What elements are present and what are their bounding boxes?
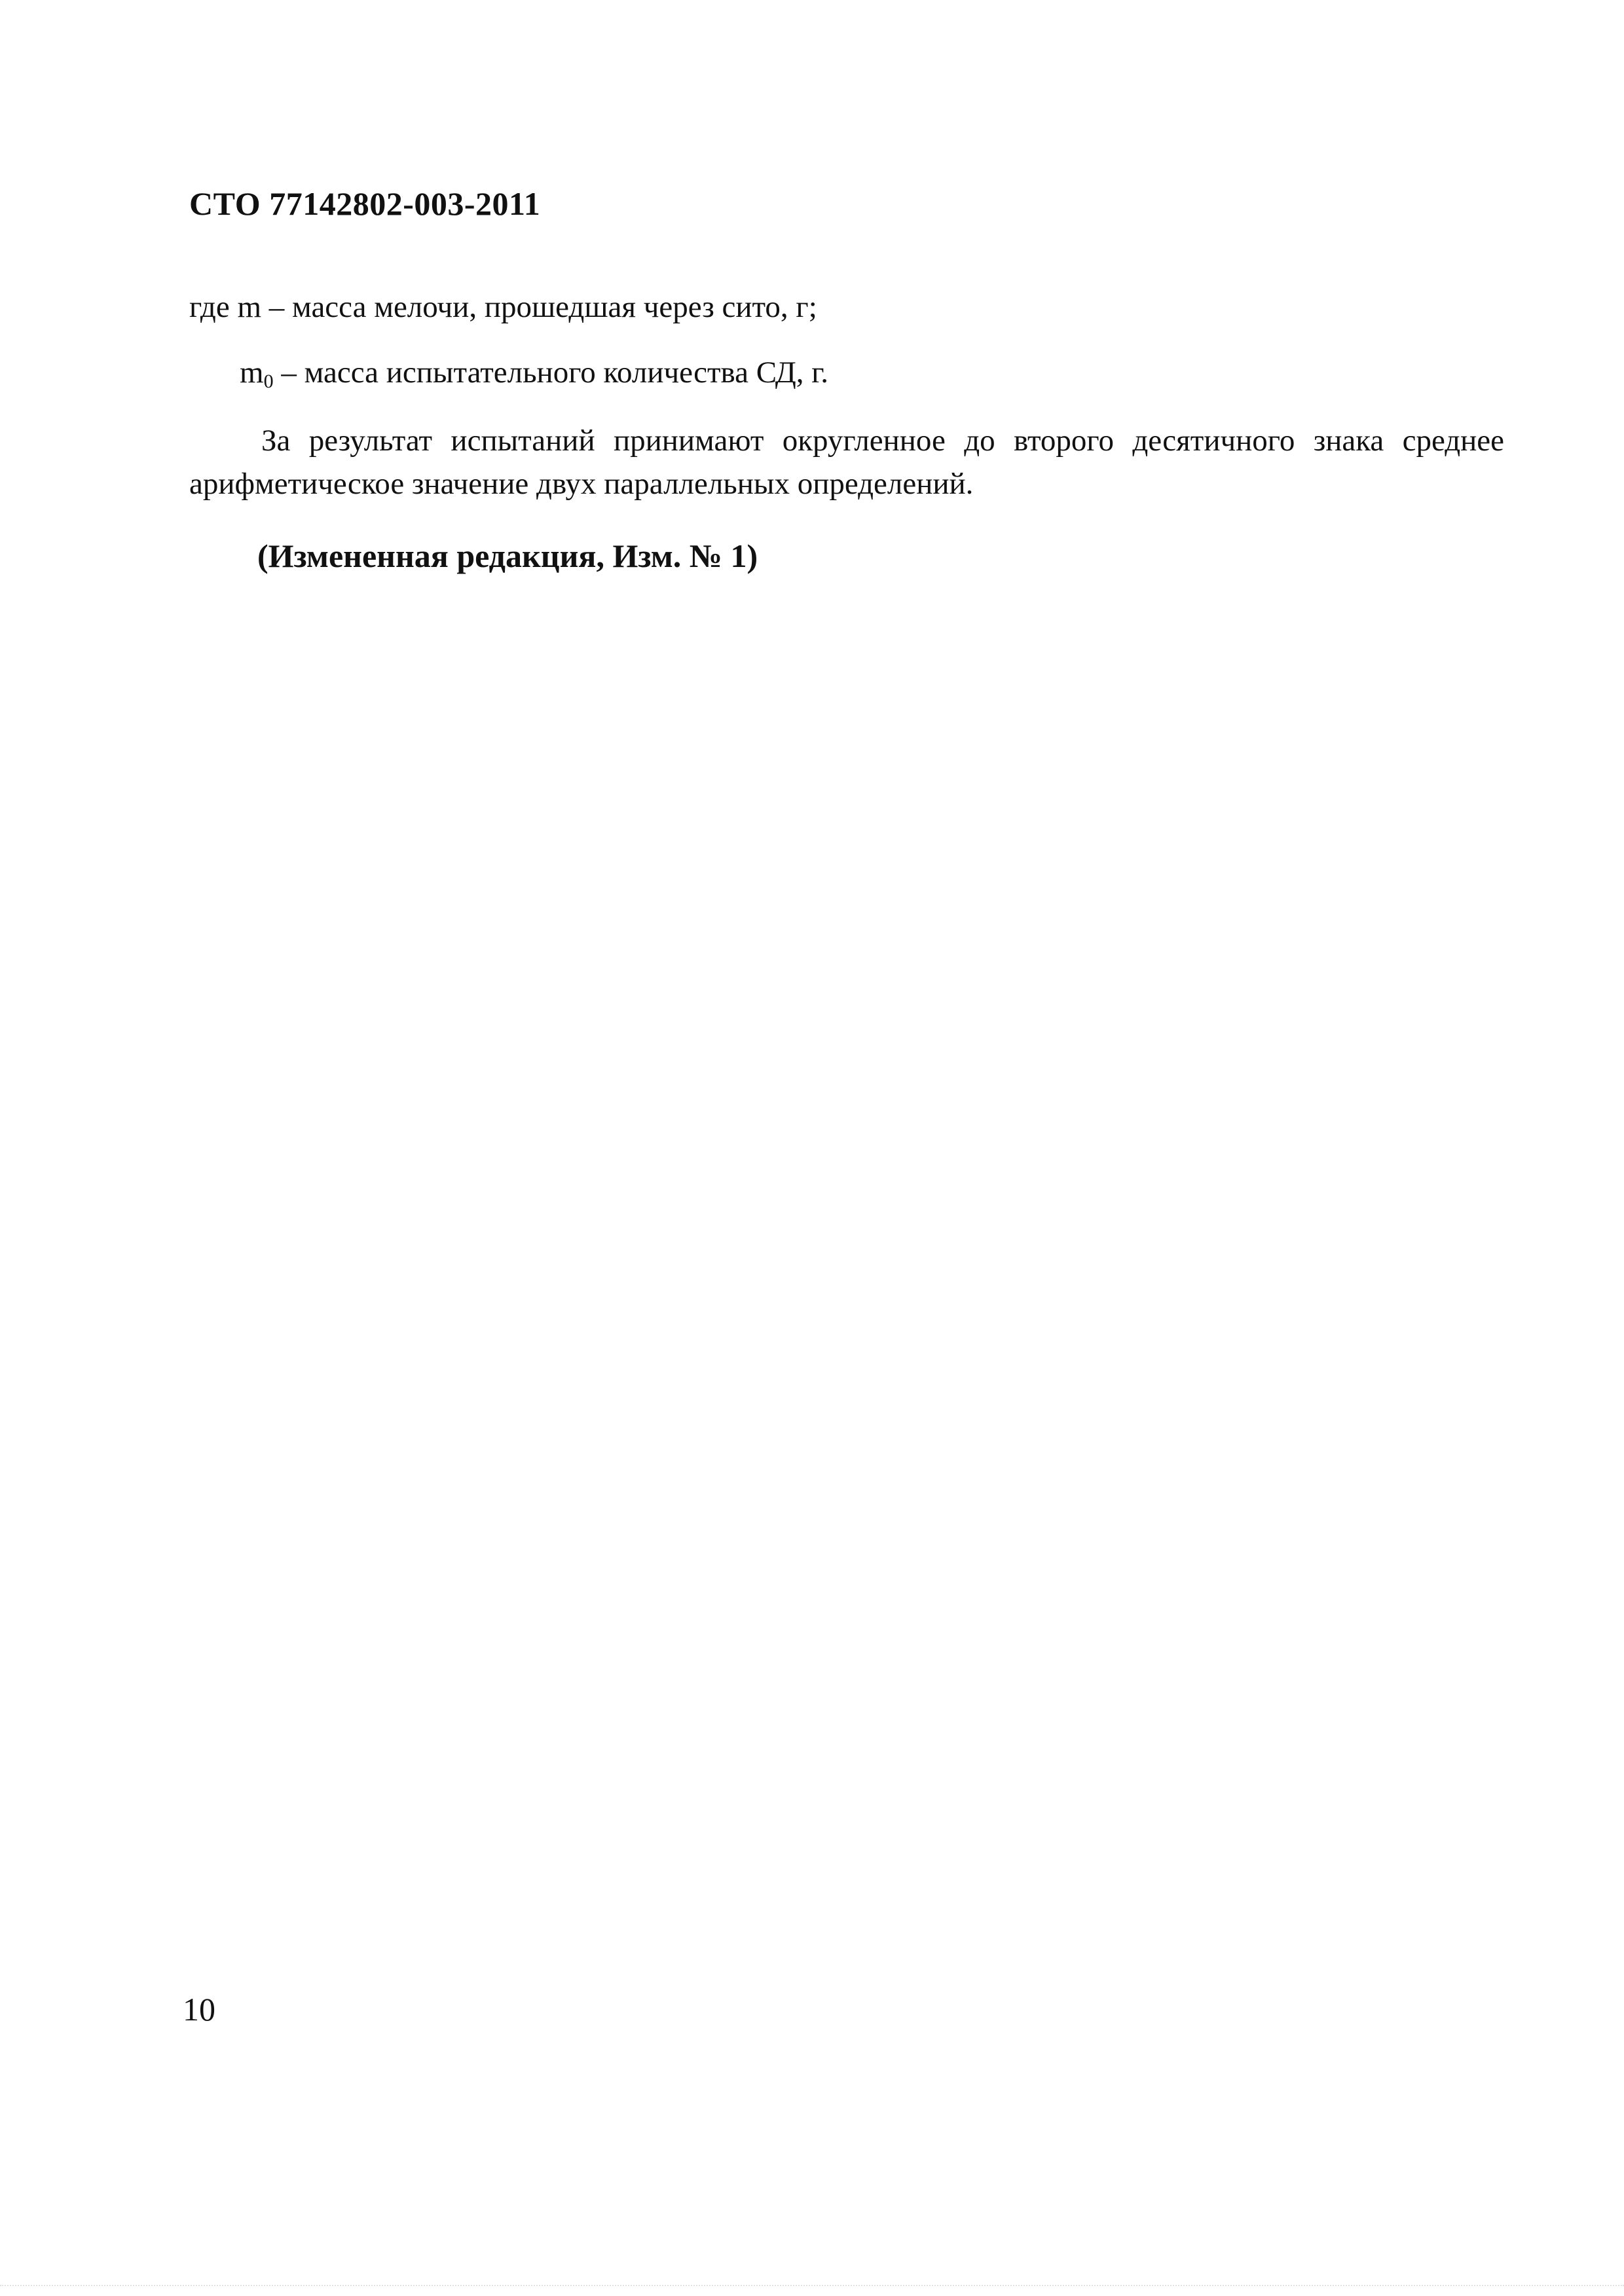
m0-symbol: m	[240, 355, 264, 390]
page-number: 10	[183, 1991, 215, 2028]
formula-legend-m0	[240, 357, 828, 392]
scan-bottom-edge	[0, 2285, 1624, 2286]
result-paragraph: За результат испытаний принимают округленное до второго десятичного знака среднее арифметическое значение двух параллельных определений.	[189, 424, 1504, 501]
m0-description: – масса испытательного количества СД, г.	[273, 355, 829, 390]
formula-legend-m: где m – масса мелочи, прошедшая через сито, г;	[189, 290, 817, 324]
m0-subscript: 0	[263, 371, 274, 392]
amendment-note: (Измененная редакция, Изм. № 1)	[257, 538, 758, 574]
document-code-header: СТО 77142802-003-2011	[189, 185, 541, 222]
